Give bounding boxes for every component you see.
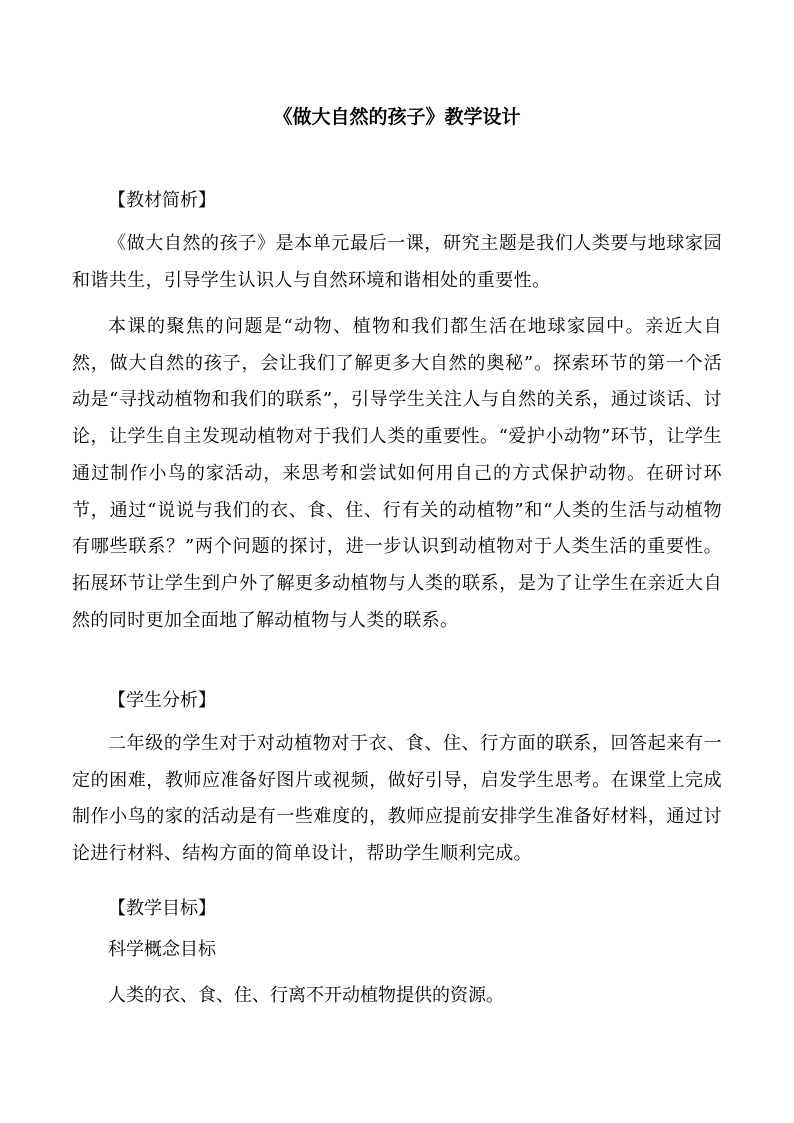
material-paragraph-1: 《做大自然的孩子》是本单元最后一课，研究主题是我们人类要与地球家园和谐共生，引导学生认识人与自然环境和谐相处的重要性。 bbox=[72, 233, 722, 291]
goals-paragraph-1: 人类的衣、食、住、行离不开动植物提供的资源。 bbox=[108, 985, 504, 1006]
section-heading-student: 【学生分析】 bbox=[108, 690, 216, 711]
document-title: 《做大自然的孩子》教学设计 bbox=[273, 106, 521, 128]
goals-subheading: 科学概念目标 bbox=[108, 939, 216, 960]
material-paragraph-2: 本课的聚焦的问题是“动物、植物和我们都生活在地球家园中。亲近大自然，做大自然的孩子，会让我们了解更多大自然的奥秘”。探索环节的第一个活动是“寻找动植物和我们的联系”，引导学生关注人与自然的关系，通过谈话、讨论，让学生自主发现动植物对于我们人类的重要性。“爱护小动物”环节，让学生通过制作小鸟的家活动，来思考和尝试如何用自己的方式保护动物。在研讨环节，通过“说说与我们的衣、食、住、行有关的动植物”和“人类的生活与动植物有哪些联系？”两个问题的探讨，进一步认识到动植物对于人类生活的重要性。拓展环节让学生到户外了解更多动植物与人类的联系，是为了让学生在亲近大自然的同时更加全面地了解动植物与人类的联系。 bbox=[72, 316, 722, 631]
section-heading-goals: 【教学目标】 bbox=[108, 898, 216, 919]
section-heading-material: 【教材简析】 bbox=[108, 190, 216, 211]
student-paragraph-1: 二年级的学生对于对动植物对于衣、食、住、行方面的联系，回答起来有一定的困难，教师应准备好图片或视频，做好引导，启发学生思考。在课堂上完成制作小鸟的家的活动是有一些难度的，教师应提前安排学生准备好材料，通过讨论进行材料、结构方面的简单设计，帮助学生顺利完成。 bbox=[72, 733, 722, 865]
